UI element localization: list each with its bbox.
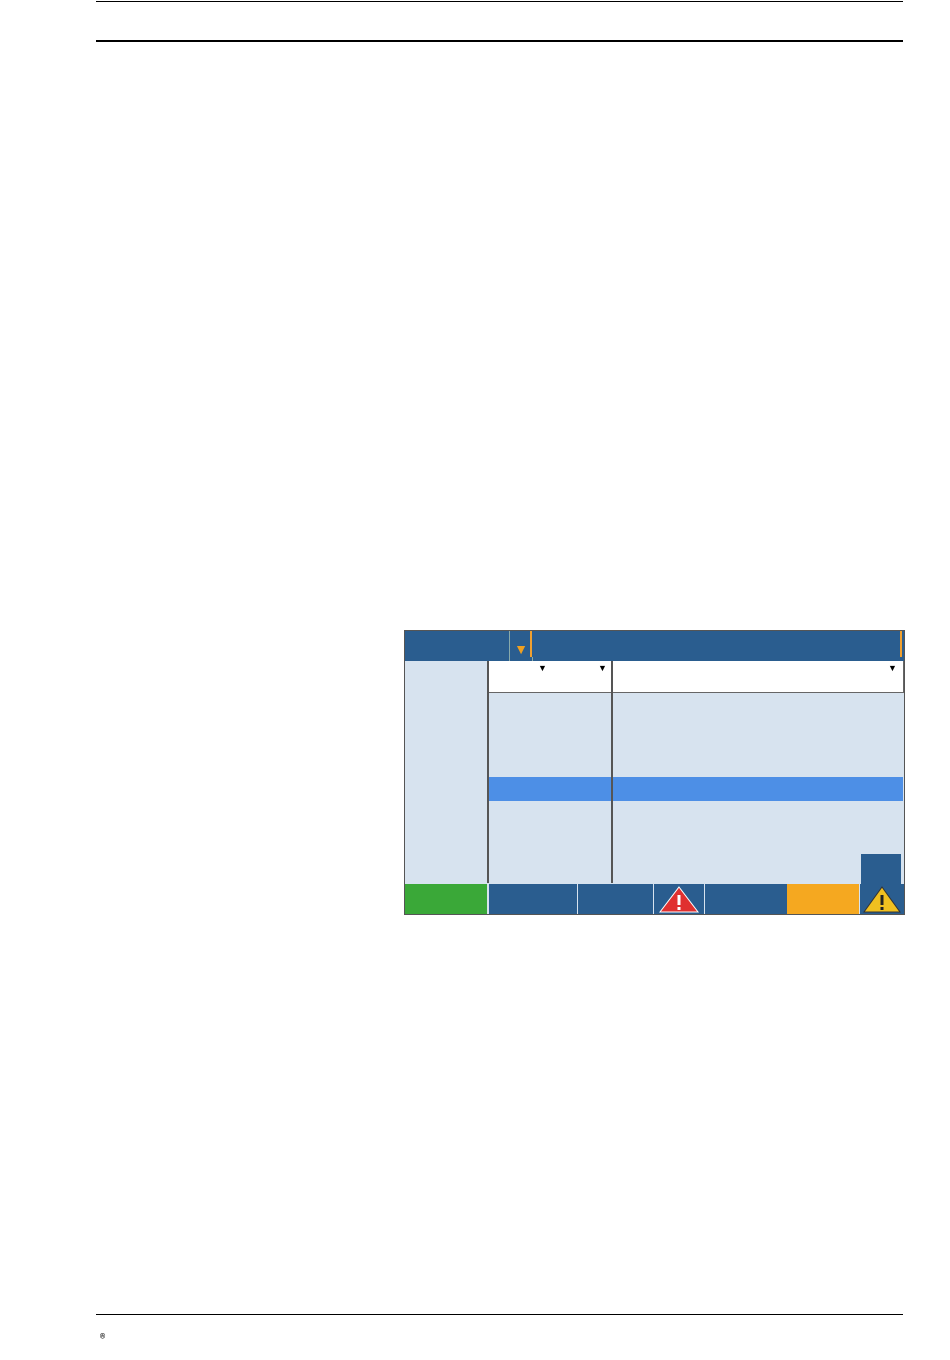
hmi-header-datum[interactable] [488,661,612,693]
triangle-down-icon: ▼ [514,641,528,657]
hmi-date [489,884,577,914]
hmi-archiv-button[interactable] [705,884,787,914]
hmi-col-divider [611,661,613,883]
hmi-warning-button[interactable] [860,884,904,914]
hmi-screenshot [404,630,905,915]
hmi-col-divider [487,661,489,883]
prominent-logo: ® [100,1333,105,1341]
hmi-header-history[interactable] [612,661,904,693]
warning-triangle-icon [654,884,704,914]
hmi-alarm-button[interactable] [654,884,704,914]
warning-triangle-icon [860,884,904,914]
hmi-reset-button[interactable] [787,884,859,914]
caret-down-icon: ▼ [888,663,897,673]
caret-down-icon: ▼ [598,663,607,673]
section-heading [96,594,132,621]
hmi-time [578,884,653,914]
footer-rule [96,1314,903,1315]
caret-down-icon: ▼ [538,663,547,673]
hmi-close-button[interactable] [861,854,901,884]
hmi-fault-banner [530,631,902,657]
hmi-blank-header [405,661,489,693]
header-top-rule [96,1,903,2]
hmi-selected-row [489,777,903,801]
header-bottom-rule [96,40,903,42]
hmi-auto-button[interactable] [405,884,487,914]
